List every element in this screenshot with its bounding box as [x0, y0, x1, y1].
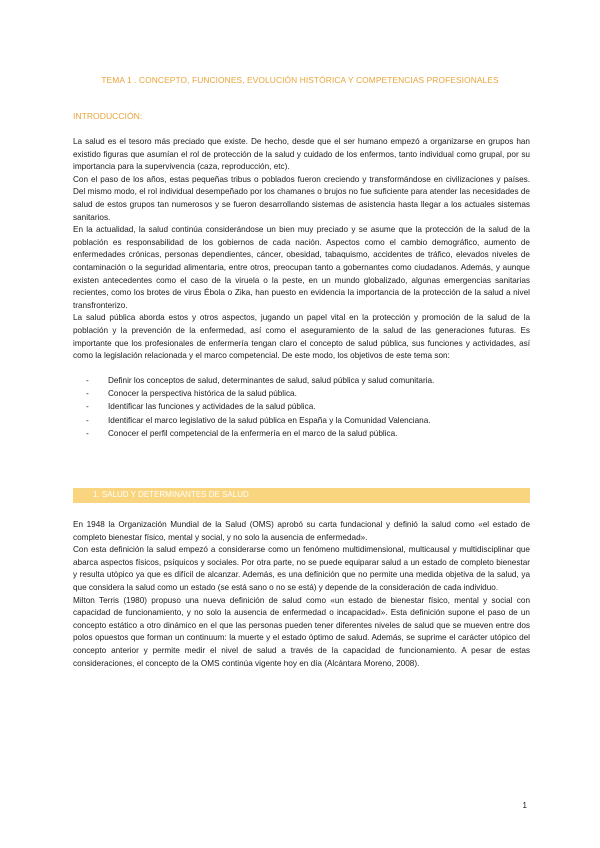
section-1-heading: 1. SALUD Y DETERMINANTES DE SALUD: [93, 490, 249, 499]
page-number: 1: [522, 801, 527, 810]
list-dash: -: [86, 402, 89, 412]
objective-text: Conocer el perfil competencial de la enfermería en el marco de la salud pública.: [108, 428, 398, 438]
list-dash: -: [86, 428, 89, 438]
objective-text: Conocer la perspectiva histórica de la salud pública.: [108, 389, 297, 399]
section-paragraph: Milton Terris (1980) propuso una nueva definición de salud como «un estado de bienestar físico, mental y social con capacidad de funcionamiento, y no solo la ausencia de enfermedad o incapacidad». Esta definición supone el paso de un concepto estático a otro dinámico en el que las personas pueden tener diferentes niveles de salud que se mueven entre dos polos opuestos que forman un continuum: la muerte y el estado óptimo de salud. Además, se suprime el carácter utópico del concepto anterior y permite medir el nivel de salud a través de la capacidad de funcionamiento. A pesar de estas consideraciones, el concepto de la OMS continúa vigente hoy en día (Alcántara Moreno, 2008).: [73, 595, 530, 668]
objective-item: [86, 400, 526, 413]
objective-text: Identificar las funciones y actividades de la salud pública.: [108, 402, 316, 412]
objective-text: Identificar el marco legislativo de la salud pública en España y la Comunidad Valenciana.: [108, 415, 431, 425]
section-1-text: [73, 519, 530, 670]
list-dash: -: [86, 389, 89, 399]
list-dash: -: [86, 376, 89, 385]
objective-item: [86, 387, 526, 400]
objective-item: [86, 374, 526, 387]
objectives-list: [86, 374, 526, 440]
intro-heading: INTRODUCCIÓN:: [73, 111, 143, 121]
document-title: TEMA 1 . CONCEPTO, FUNCIONES, EVOLUCIÓN HISTÓRICA Y COMPETENCIAS PROFESIONALES: [101, 75, 499, 85]
section-paragraph: En 1948 la Organización Mundial de la Salud (OMS) aprobó su carta fundacional y definió la salud como «el estado de completo bienestar físico, mental y social, y no solo la ausencia de enfermedad».: [73, 520, 530, 542]
intro-paragraph: Con el paso de los años, estas pequeñas tribus o poblados fueron creciendo y transformándose en civilizaciones y países. Del mismo modo, el rol individual desempeñado por los chamanes o brujos no fue suficiente para atender las necesidades de salud de estos grupos tan numerosos y se fueron desarrollando sistemas de asistencia hasta llegar a los actuales sistemas sanitarios.: [73, 174, 530, 222]
objective-item: [86, 414, 526, 427]
list-dash: -: [86, 415, 89, 425]
intro-text: [73, 136, 530, 363]
intro-paragraph: La salud es el tesoro más preciado que existe. De hecho, desde que el ser humano empezó a organizarse en grupos han existido figuras que asumían el rol de protección de la salud y cuidado de los enfermos, tanto individual como grupal, por su importancia para la supervivencia (caza, reproducción, etc).: [73, 137, 530, 172]
intro-paragraph: La salud pública aborda estos y otros aspectos, jugando un papel vital en la protección y promoción de la salud de la población y la prevención de la enfermedad, así como el aseguramiento de la salud de las generaciones futuras. Es importante que los profesionales de enfermería tengan claro el concepto de salud pública, sus funciones y actividades, así como la legislación relacionada y el marco competencial. De este modo, los objetivos de este tema son:: [73, 313, 530, 361]
objective-text: Definir los conceptos de salud, determinantes de salud, salud pública y salud comunitaria.: [108, 376, 435, 385]
section-heading-band: [73, 488, 530, 503]
objective-item: [86, 427, 526, 440]
section-paragraph: Con esta definición la salud empezó a considerarse como un fenómeno multidimensional, multicausal y multidisciplinar que abarca aspectos físicos, psíquicos y sociales. Por otra parte, no se puede equiparar salud a un estado de completo bienestar y resulta utópico ya que es difícil de alcanzar. Además, es una definición que no permite una medida objetiva de la salud, ya que considera la salud como un estado (se está sano o no se está) y depende de la consideración de cada individuo.: [73, 545, 530, 592]
intro-paragraph: En la actualidad, la salud continúa considerándose un bien muy preciado y se asume que la protección de la salud de la población es responsabilidad de los gobiernos de cada nación. Aspectos como el cambio demográfico, aumento de enfermedades crónicas, personas dependientes, cáncer, obesidad, tabaquismo, accidentes de tráfico, elevados niveles de contaminación o la seguridad alimentaria, entre otros, preocupan tanto a gobernantes como ciudadanos. Además, y aunque existen antecedentes como el caso de la viruela o la peste, en un mundo globalizado, algunas emergencias sanitarias recientes, como los brotes de virus Ébola o Zika, han puesto en evidencia la importancia de la protección de la salud a nivel transfronterizo.: [73, 225, 530, 310]
